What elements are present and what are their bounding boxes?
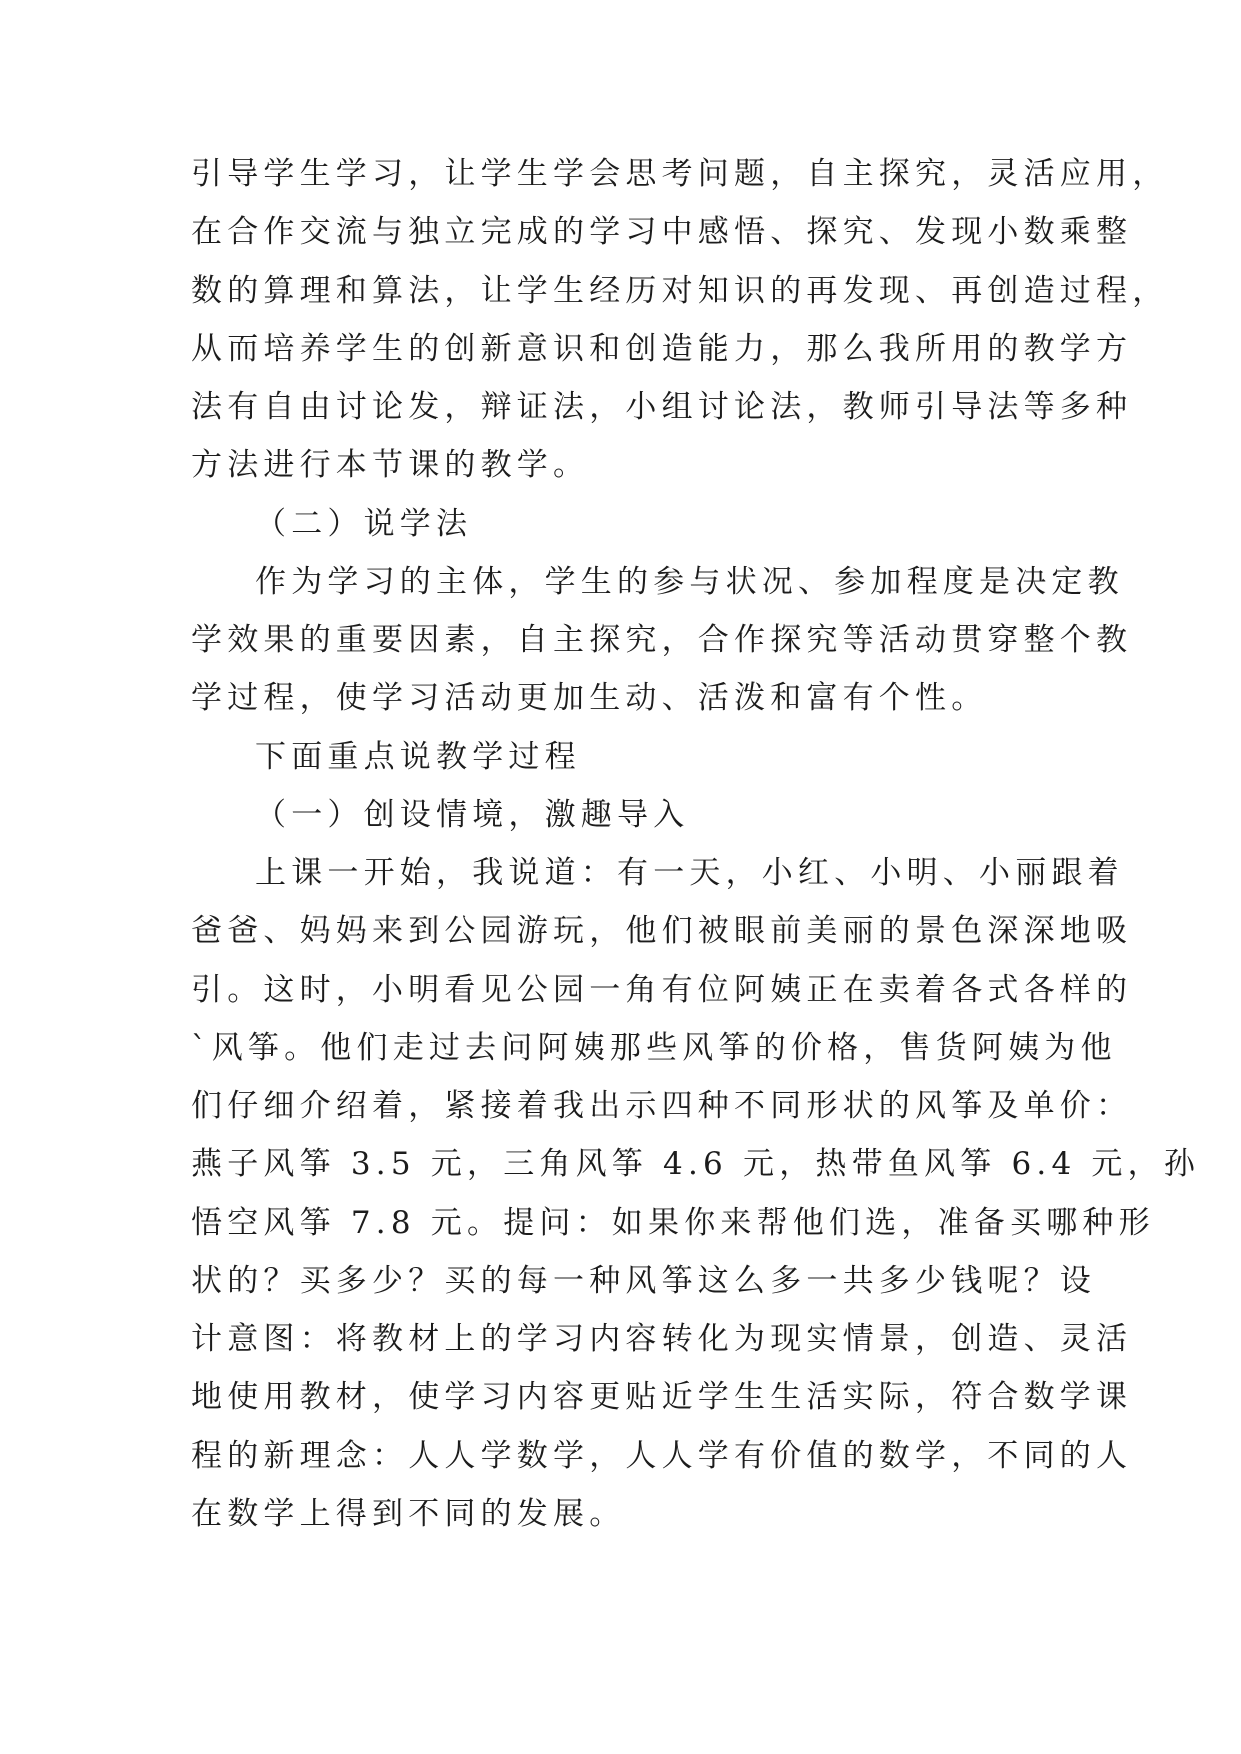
text-line: 引。这时，小明看见公园一角有位阿姨正在卖着各式各样的: [191, 971, 1133, 1008]
text-line: 从而培养学生的创新意识和创造能力，那么我所用的教学方: [191, 330, 1133, 367]
text-line: 程的新理念：人人学数学，人人学有价值的数学，不同的人: [191, 1437, 1133, 1474]
section-heading-create-scenario: （一）创设情境，激趣导入: [255, 796, 690, 833]
text-line: 在合作交流与独立完成的学习中感悟、探究、发现小数乘整: [191, 214, 1133, 251]
text-line: 们仔细介绍着，紧接着我出示四种不同形状的风筝及单价：: [191, 1088, 1133, 1124]
paragraph-heading-teaching-process: 下面重点说教学过程: [255, 738, 581, 775]
text-line: 上课一开始，我说道：有一天，小红、小明、小丽跟着: [255, 855, 1124, 891]
text-line: 学效果的重要因素，自主探究，合作探究等活动贯穿整个教: [191, 622, 1133, 658]
text-line: 学过程，使学习活动更加生动、活泼和富有个性。: [191, 680, 988, 717]
body-text: [191, 145, 1201, 1543]
text-line: 燕子风筝 3.5 元，三角风筝 4.6 元，热带鱼风筝 6.4 元，孙: [191, 1146, 1201, 1183]
text-line: 作为学习的主体，学生的参与状况、参加程度是决定教: [255, 563, 1124, 600]
text-line: 爸爸、妈妈来到公园游玩，他们被眼前美丽的景色深深地吸: [191, 913, 1133, 950]
text-line: 状的？买多少？买的每一种风筝这么多一共多少钱呢？设: [191, 1262, 1096, 1299]
text-line: 引导学生学习，让学生学会思考问题，自主探究，灵活应用，: [191, 156, 1169, 192]
text-line: `风筝。他们走过去问阿姨那些风筝的价格，售货阿姨为他: [191, 1029, 1117, 1066]
text-line: 数的算理和算法，让学生经历对知识的再发现、再创造过程，: [191, 272, 1169, 309]
text-line: 法有自由讨论发，辩证法，小组讨论法，教师引导法等多种: [191, 389, 1133, 425]
text-line: 地使用教材，使学习内容更贴近学生生活实际，符合数学课: [191, 1379, 1133, 1416]
text-line: 方法进行本节课的教学。: [191, 447, 590, 484]
text-line: 计意图：将教材上的学习内容转化为现实情景，创造、灵活: [191, 1321, 1133, 1357]
text-line: 悟空风筝 7.8 元。提问：如果你来帮他们选，准备买哪种形: [191, 1204, 1155, 1241]
text-line: 在数学上得到不同的发展。: [191, 1495, 626, 1532]
section-heading-study-method: （二）说学法: [255, 505, 473, 542]
